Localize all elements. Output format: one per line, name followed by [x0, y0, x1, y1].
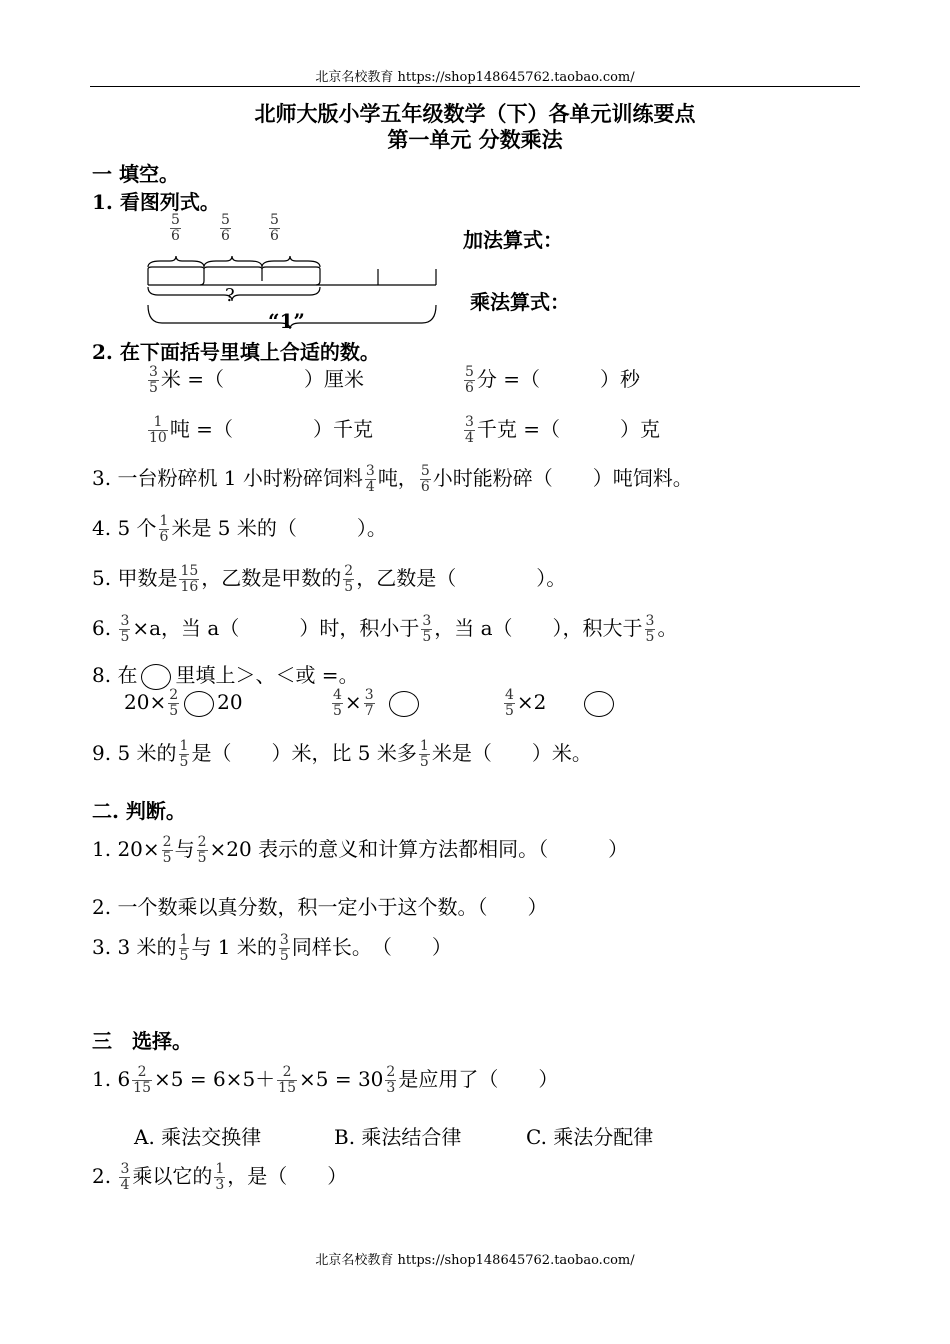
q8-text-1: 8. 在 [92, 663, 138, 687]
s2-q1 [92, 833, 628, 866]
diagram-fraction-2 [218, 213, 233, 244]
q6-text-1: 6. [92, 616, 118, 640]
s2-q3-text-3: 同样长。 （ ） [291, 935, 452, 959]
frac-num: 3 [149, 364, 158, 380]
q8-expr-3 [502, 688, 614, 719]
question-mark: ? [225, 285, 235, 306]
frac-num: 1 [179, 932, 189, 948]
q3-text-1: 3. 一台粉碎机 1 小时粉碎饲料 [92, 466, 363, 490]
option-a[interactable]: A. 乘法交换律 [134, 1125, 262, 1149]
frac-num: 2 [282, 1064, 292, 1080]
unit-subtitle: 第一单元 分数乘法 [387, 127, 563, 152]
frac-num: 5 [420, 463, 430, 479]
frac-den: 4 [120, 1177, 130, 1193]
frac-den: 5 [179, 948, 189, 964]
q8-expr-1 [124, 688, 243, 719]
q8-e2-times: × [344, 690, 362, 714]
frac-den: 16 [180, 579, 199, 595]
frac-den: 4 [465, 430, 474, 446]
frac-den: 5 [419, 754, 429, 770]
addition-label: 加法算式： [463, 228, 563, 252]
compare-circle [141, 664, 171, 690]
section2-heading: 二. 判断。 [92, 799, 186, 823]
frac-num: 3 [120, 613, 130, 629]
s2-q1-text-2: 与 [174, 837, 195, 861]
q6 [92, 612, 677, 645]
frac-num: 5 [171, 212, 180, 228]
frac-den: 15 [133, 1080, 151, 1096]
q2-item-b [462, 363, 640, 396]
frac-den: 5 [344, 579, 354, 595]
s3-q1 [92, 1063, 558, 1096]
q8-e1-text-1: 20× [124, 690, 167, 714]
frac-den: 6 [159, 529, 169, 545]
s2-q3 [92, 931, 452, 964]
frac-num: 1 [179, 738, 189, 754]
s3-q2 [92, 1160, 347, 1193]
frac-den: 10 [149, 430, 167, 446]
q1-label: 1. 看图列式。 [92, 190, 220, 214]
frac-den: 4 [365, 479, 375, 495]
q5-text-2: ，乙数是甲数的 [201, 566, 342, 590]
frac-den: 6 [171, 228, 180, 244]
q4-text-1: 4. 5 个 [92, 516, 157, 540]
s2-q1-text-3: ×20 表示的意义和计算方法都相同。（ ） [209, 837, 629, 861]
frac-den: 5 [120, 629, 130, 645]
frac-num: 3 [364, 687, 374, 703]
page-footer: 北京名校教育 https://shop148645762.taobao.com/ [315, 1253, 635, 1268]
option-c[interactable]: C. 乘法分配律 [526, 1125, 654, 1149]
frac-num: 2 [162, 834, 172, 850]
q8-text-2: 里填上＞、＜或 =。 [175, 663, 359, 687]
multiplication-label: 乘法算式： [470, 290, 570, 314]
q3-text-2: 吨， [377, 466, 418, 490]
q2-item-a [146, 363, 364, 396]
s2-q3-text-2: 与 1 米的 [191, 935, 277, 959]
diagram-fraction-3 [267, 213, 282, 244]
header-rule [90, 86, 860, 87]
page-title: 北师大版小学五年级数学（下）各单元训练要点 [254, 101, 696, 126]
s3-q2-text-3: ，是（ ） [227, 1164, 348, 1188]
frac-num: 1 [215, 1161, 225, 1177]
q2-d-text: 千克 =（ ）克 [476, 417, 661, 441]
q5-text-3: ，乙数是（ ）。 [356, 566, 567, 590]
section1-heading: 一 填空。 [92, 162, 179, 186]
q6-text-2: ×a，当 a（ ）时，积小于 [132, 616, 420, 640]
frac-num: 5 [270, 212, 279, 228]
q5-text-1: 5. 甲数是 [92, 566, 178, 590]
q4 [92, 512, 387, 545]
q9 [92, 737, 592, 770]
frac-den: 5 [645, 629, 655, 645]
q2-c-text: 吨 =（ ）千克 [169, 417, 373, 441]
frac-num: 2 [386, 1064, 396, 1080]
section3-heading: 三 选择。 [92, 1029, 192, 1053]
frac-num: 1 [419, 738, 429, 754]
frac-den: 5 [162, 850, 172, 866]
q8-e1-text-2: 20 [217, 690, 243, 714]
frac-den: 3 [386, 1080, 396, 1096]
q5 [92, 562, 566, 595]
frac-den: 5 [169, 703, 179, 719]
frac-num: 1 [153, 414, 163, 430]
answer-circle[interactable] [389, 691, 419, 717]
s2-q3-text-1: 3. 3 米的 [92, 935, 177, 959]
q2-b-text: 分 =（ ）秒 [476, 367, 641, 391]
frac-num: 3 [279, 932, 289, 948]
s2-q1-text-1: 1. 20× [92, 837, 160, 861]
frac-num: 3 [465, 414, 474, 430]
whole-label: “1” [268, 309, 305, 333]
q3-text-3: 小时能粉碎（ ）吨饲料。 [432, 466, 693, 490]
frac-den: 5 [149, 380, 158, 396]
frac-num: 3 [365, 463, 375, 479]
s3-q1-text-4: 是应用了（ ） [398, 1067, 559, 1091]
frac-num: 3 [645, 613, 655, 629]
frac-num: 5 [221, 212, 230, 228]
q2-label: 2. 在下面括号里填上合适的数。 [92, 340, 380, 364]
s3-q2-text-1: 2. [92, 1164, 118, 1188]
frac-den: 5 [422, 629, 432, 645]
frac-num: 15 [180, 563, 199, 579]
frac-num: 3 [422, 613, 432, 629]
frac-num: 4 [505, 687, 514, 703]
q6-text-4: 。 [657, 616, 678, 640]
q2-item-d [462, 413, 660, 446]
frac-num: 2 [137, 1064, 147, 1080]
frac-den: 5 [197, 850, 207, 866]
frac-den: 6 [270, 228, 279, 244]
answer-circle[interactable] [184, 691, 214, 717]
frac-den: 5 [505, 703, 514, 719]
q9-text-3: 米是（ ）米。 [431, 741, 592, 765]
q4-text-2: 米是 5 米的（ ）。 [171, 516, 387, 540]
q9-text-1: 9. 5 米的 [92, 741, 177, 765]
frac-den: 5 [179, 754, 189, 770]
s3-q1-text-1: 1. 6 [92, 1067, 131, 1091]
q6-text-3: ，当 a（ ），积大于 [434, 616, 643, 640]
q2-item-c [146, 413, 373, 446]
frac-den: 6 [465, 380, 474, 396]
answer-circle[interactable] [584, 691, 614, 717]
option-b[interactable]: B. 乘法结合律 [334, 1125, 462, 1149]
frac-den: 15 [278, 1080, 296, 1096]
s3-q2-text-2: 乘以它的 [132, 1164, 213, 1188]
frac-den: 5 [333, 703, 342, 719]
frac-den: 6 [221, 228, 230, 244]
frac-num: 2 [344, 563, 354, 579]
frac-num: 2 [197, 834, 207, 850]
frac-den: 3 [215, 1177, 225, 1193]
q8-expr-2 [330, 688, 419, 719]
page-header: 北京名校教育 https://shop148645762.taobao.com/ [315, 70, 635, 85]
s3-q1-text-2: ×5 = 6×5＋ [154, 1067, 276, 1091]
frac-num: 5 [465, 364, 474, 380]
q9-text-2: 是（ ）米，比 5 米多 [191, 741, 417, 765]
q8-e3-text: ×2 [516, 690, 547, 714]
frac-den: 7 [364, 703, 374, 719]
frac-num: 1 [159, 513, 169, 529]
frac-num: 4 [333, 687, 342, 703]
frac-num: 2 [169, 687, 179, 703]
q3 [92, 462, 693, 495]
q8-label [92, 659, 359, 690]
frac-num: 3 [120, 1161, 130, 1177]
s2-q2: 2. 一个数乘以真分数，积一定小于这个数。（ ） [92, 895, 548, 919]
frac-den: 5 [279, 948, 289, 964]
frac-den: 6 [420, 479, 430, 495]
q2-a-text: 米 =（ ）厘米 [160, 367, 365, 391]
s3-q1-text-3: ×5 = 30 [299, 1067, 384, 1091]
diagram-fraction-1 [168, 213, 183, 244]
